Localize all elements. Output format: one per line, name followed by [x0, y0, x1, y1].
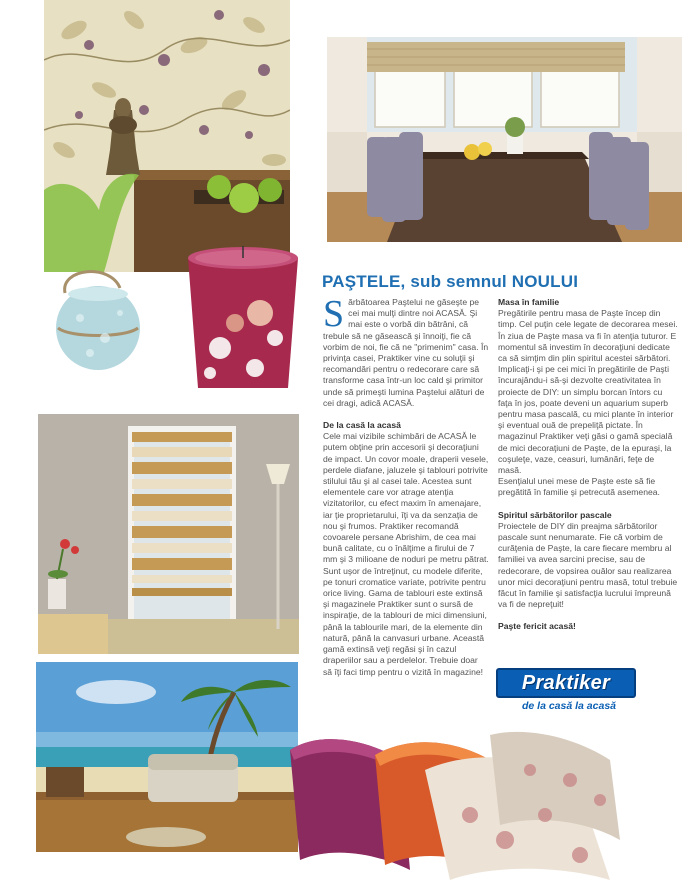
closing-line: Paşte fericit acasă! [498, 621, 576, 632]
candle-holders-photo [50, 228, 312, 400]
intro-paragraph [323, 293, 489, 409]
beach-mural-illustration [36, 662, 298, 852]
intro-text: ărbătoarea Paştelui ne găseşte pe cei mai mulţi dintre noi ACASĂ. Şi mai este o vorbă din bătrâni, că trebule să ne găsească şi înnoiţi, fie că vorbim de noi, fie că ne "primenim" casa. În privinţa casei, Praktiker vine cu soluţii şi recomandări pentru o redecorare care să transforme casa într-un loc cald şi primitor unde să primeşti lumina Paştelui alături de cei dragi, adică ACASĂ. [323, 297, 489, 408]
section-heading-masa: Masa în familie [498, 297, 560, 307]
article-title: PAŞTELE, sub semnul NOULUI [322, 272, 579, 291]
beach-mural-living-room-photo [36, 662, 298, 852]
praktiker-tagline: de la casă la acasă [522, 700, 616, 712]
roller-blind-photo [38, 414, 299, 654]
section-text-spiritul: Proiectele de DIY din preajma sărbătorilor pascale sunt nenumarate. Fie că vorbim de curăţenia de Paşte, la care fiecare membru al familiei va avea sarcini precise, sau de redecorare, de vopsirea ouălor sau realizarea unor mici decoraţiuni pentru masă, totul trebuie făcut în familie şi satisfacţia lucrului împreună va fi de nepreţuit! [498, 520, 678, 610]
dining-room-illustration [327, 37, 682, 242]
intro-dropcap: S [323, 293, 345, 335]
dining-room-photo [327, 37, 682, 242]
praktiker-logo [496, 668, 642, 712]
section-text-masa: Pregătirile pentru masa de Paşte încep din timp. Cel puţin cele legate de decorarea mesei. În ziua de Paşte masa va fi în atenţia tuturor. E momentul să investim în decoraţiuni dedicate ca să simţim din plin spiritul acestei sărbători. Implicaţi-i şi pe cei mici în pregătirile de Paşti încurajându-i să-şi dezvolte creativitatea în proiecte de DIY: un simplu borcan întors cu faţa în jos, poate deveni un aquarium superb pentru masa pascală, cu mici plante în interior şi eventual ouă de prepeliţă pictate. În magazinul Praktiker veţi găsi o gamă specială de mici decoraţiuni de Paşte, de la epuraşi, la coşuleţe, vaze, ceasuri, lumânări, feţe de masă. [498, 308, 678, 476]
section-heading-spiritul: Spiritul sărbătorilor pascale [498, 509, 612, 520]
section-heading-casa: De la casă la acasă [323, 420, 401, 431]
candle-holders-illustration [50, 228, 312, 400]
section-text-masa-esential: Esenţialul unei mese de Paşte este să fie pregătită în familie şi petrecută asemenea. [498, 476, 660, 498]
fabric-swatches-photo [280, 720, 630, 885]
roller-blind-illustration [38, 414, 299, 654]
article-column-left [323, 293, 489, 678]
praktiker-logo-badge [496, 668, 636, 698]
fabric-swatches-illustration [280, 720, 630, 885]
praktiker-logo-text: Praktiker [521, 672, 611, 694]
article-column-right [498, 297, 678, 633]
section-text-casa: Cele mai vizibile schimbări de ACASĂ le putem obţine prin accesorii şi decoraţiuni de impact. Un covor moale, draperii vesele, perdele diafane, jaluzele şi tablouri potrivite stilului tău şi al casei tale. Acestea sunt elementele care vor atrage atenţia vizitatorilor, cu efect maxim în amenajare, iar ţie proprietarului, îţi va da senzaţia de nou şi frumos. Praktiker recomandă covoarele persane Abrishim, de cea mai bună calitate, cu o înălţime a firului de 7 mm şi 3 milioane de noduri pe metru pătrat. Sunt uşor de întreţinut, cu modele diferite, pe tonuri cromatice variate, potrivite pentru orice living. Gama de tablouri este extinsă şi magazinele Praktiker sunt o sursă de inspiraţie, de la tablouri de mici dimensiuni, până la tablourile mari, de la elemente din natură, până la canvasuri urbane. Această gamă extinsă veţi regăsi şi în cazul draperiilor sau a perdelelor. Trebuie doar să îţi faci timp pentru o vizită în magazine! [323, 431, 489, 677]
